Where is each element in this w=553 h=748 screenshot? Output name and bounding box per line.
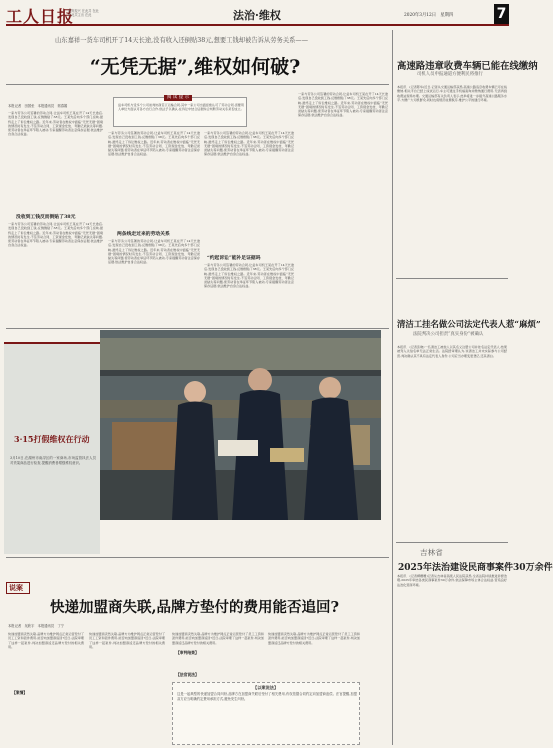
sidebar-divider-1 [396, 278, 508, 279]
shuojia-body-col4: 快递加盟商突然失联,品牌方为维护网点正常运营垫付了员工工资和派件费用,能否向加盟商追回?近日,法院审理了这样一起案件,判决加盟商返还品牌方垫付的相关费用。 [268, 632, 360, 645]
lead-body-col4: 一家与劳务公司签署的劳动合同,让货车司机王某在开了14天长途后,发现自己没收到工钱,反倒倒贴了38元。王某先后向多个部门反映,最终走上了诉讼维权之路。近年来,劳动者在维权中面临“无凭无据”困境的情况时有发生,不签劳动合同、工资现金发放、考勤记录缺失等问题,使劳动者在举证环节陷入被动,专家提醒劳动者注意保存证据,依法维护自身合法权益。 [298, 92, 388, 118]
sidebar-top-headline: 高速路违章收费车辆已能在线缴纳 [397, 61, 538, 72]
reading-tip-text: 货车司机与受多个公司谈判协商签订运输合同,其中一家公司出面拒绝认可了劳动合同,需要用人单位方面认可各方自行合作,依法予以确认,在诉讼中结合证据综合判断劳动关系是否成立。 [118, 103, 244, 112]
sidebar-top-subhead: 司机人员申报通道方便利民将推行 [417, 72, 483, 77]
lead-headline: “无凭无据”,维权如何破? [89, 56, 301, 78]
lead-subhead-2: 两条线走过来的劳动关系 [117, 231, 170, 237]
sidebar-mid-body: 本报讯 (记者张晓)一名清洁工被他人以其名义注册公司并挂名法定代表人,结果被列入失信名单无法正常生活。法院经审理认为,该清洁工并未实际参与公司经营,判决确认其不具有法定代表人身份,公司应当办理变更登记,还其清白。 [397, 345, 507, 358]
photo-caption-text: 3月10日,在湖州市南浔区的一家商场,市场监管执法人员对货架商品进行检查,提醒消费者增强维权意识。 [10, 456, 96, 465]
sidebar-mid-subhead: 法院判决公司担责“真实身份”被确认 [413, 332, 484, 337]
sidebar-bottom-body: 本报讯 (记者柳姗姗)记者从吉林省高级人民法院获悉,全省法院持续推进诉源治理,2025年审结各类民商事案件30万余件,依法保障市场主体合法权益,营造良好法治化营商环境。 [397, 574, 507, 587]
reading-tip-label: 阅 读 提 示 [164, 95, 192, 101]
sidebar-top-body: 本报讯 (记者陈华)近日,记者从交通运输部获悉,高速公路违章收费车辆已可在线缴纳,相关平台已经上线试运行,车主可通过手机端查询并缴纳通行费用,无需再到收费站现场办理。交通运输部有关负责人表示,此举将进一步提升高速公路服务水平,方便广大司机群众,同时也将规范收费秩序,维护公平的通行环境。 [397, 85, 507, 102]
photo-divider [6, 328, 389, 329]
lead-body-col1b: 一家与劳务公司签署的劳动合同,让货车司机王某在开了14天长途后,发现自己没收到工钱,反倒倒贴了38元。王某先后向多个部门反映,最终走上了诉讼维权之路。近年来,劳动者在维权中面临“无凭无据”困境的情况时有发生,不签劳动合同、工资现金发放、考勤记录缺失等问题,使劳动者在举证环节陷入被动,专家提醒劳动者注意保存证据,依法维护自身合法权益。 [8, 222, 103, 248]
lead-body-col1: 一家与劳务公司签署的劳动合同,让货车司机王某在开了14天长途后,发现自己没收到工钱,反倒倒贴了38元。王某先后向多个部门反映,最终走上了诉讼维权之路。近年来,劳动者在维权中面临“无凭无据”困境的情况时有发生,不签劳动合同、工资现金发放、考勤记录缺失等问题,使劳动者在举证环节陷入被动,专家提醒劳动者注意保存证据,依法维护自身合法权益。 [8, 111, 103, 137]
shuojia-byline: 本报记者 吴欣宇 本报通讯员 丁宁 [8, 624, 65, 628]
lead-kicker: 山东嘉祥一货车司机开了14天长途,没有收入还倒贴38元,想要工钱却被告诉从劳务关系—— [55, 37, 309, 44]
case-commentary-box [172, 682, 360, 745]
shuojia-headline: 快递加盟商失联,品牌方垫付的费用能否追回? [50, 599, 340, 616]
shuojia-divider [6, 557, 389, 558]
headline-divider [6, 84, 389, 85]
logo-subtext: 教育振兴 在此共 在此 在此共主出 在此 [68, 9, 99, 17]
news-photo [100, 330, 381, 520]
column-divider-right [392, 30, 393, 745]
publication-date: 2020年3月12日 星期四 [404, 13, 454, 18]
photo-caption-box [4, 342, 100, 554]
section-title: 法治·维权 [233, 9, 281, 22]
sidebar-bottom-headline: 2025年法治建设民商事案件30万余件 [398, 563, 553, 573]
shuojia-label: 说案 [9, 583, 23, 592]
masthead [6, 4, 509, 26]
shuojia-body-col1: 快递加盟商突然失联,品牌方为维护网点正常运营垫付了员工工资和派件费用,能否向加盟商追回?近日,法院审理了这样一起案件,判决加盟商返还品牌方垫付的相关费用。 [8, 632, 84, 649]
lead-body-col2: 一家与劳务公司签署的劳动合同,让货车司机王某在开了14天长途后,发现自己没收到工钱,反倒倒贴了38元。王某先后向多个部门反映,最终走上了诉讼维权之路。近年来,劳动者在维权中面临“无凭无据”困境的情况时有发生,不签劳动合同、工资现金发放、考勤记录缺失等问题,使劳动者在举证环节陷入被动,专家提醒劳动者注意保存证据,依法维护自身合法权益。 [108, 131, 200, 157]
shuojia-subhead-judge: 【法官说法】 [176, 672, 199, 677]
newspaper-logo: 工人日报 [6, 7, 75, 26]
sidebar-mid-headline: 清洁工挂名做公司法定代表人惹“麻烦” [397, 319, 541, 329]
shuojia-body-col3: 快递加盟商突然失联,品牌方为维护网点正常运营垫付了员工工资和派件费用,能否向加盟商追回?近日,法院审理了这样一起案件,判决加盟商返还品牌方垫付的相关费用。 [172, 632, 264, 645]
lead-subhead-3: “约起诉讼”能补足证据吗 [207, 255, 261, 261]
shuojia-body-col2: 快递加盟商突然失联,品牌方为维护网点正常运营垫付了员工工资和派件费用,能否向加盟商追回?近日,法院审理了这样一起案件,判决加盟商返还品牌方垫付的相关费用。 [89, 632, 165, 649]
shuojia-subhead-verdict: 【审判结果】 [176, 650, 199, 655]
sidebar-divider-2 [396, 542, 508, 543]
case-commentary-title: 【以案说法】 [253, 685, 279, 690]
lead-body-col3: 一家与劳务公司签署的劳动合同,让货车司机王某在开了14天长途后,发现自己没收到工钱,反倒倒贴了38元。王某先后向多个部门反映,最终走上了诉讼维权之路。近年来,劳动者在维权中面临“无凭无据”困境的情况时有发生,不签劳动合同、工资现金发放、考勤记录缺失等问题,使劳动者在举证环节陷入被动,专家提醒劳动者注意保存证据,依法维护自身合法权益。 [204, 131, 294, 157]
case-commentary-text: 这是一起典型的快递加盟合同纠纷,品牌方在加盟商失联后垫付了相关费用,有权依据合同约定向加盟商追偿。法官提醒,加盟双方应当明确约定费用承担方式,避免发生纠纷。 [177, 692, 357, 701]
reading-tip-box [113, 97, 247, 127]
lead-body-col3b: 一家与劳务公司签署的劳动合同,让货车司机王某在开了14天长途后,发现自己没收到工钱,反倒倒贴了38元。王某先后向多个部门反映,最终走上了诉讼维权之路。近年来,劳动者在维权中面临“无凭无据”困境的情况时有发生,不签劳动合同、工资现金发放、考勤记录缺失等问题,使劳动者在举证环节陷入被动,专家提醒劳动者注意保存证据,依法维护自身合法权益。 [204, 263, 294, 289]
lead-body-col2b: 一家与劳务公司签署的劳动合同,让货车司机王某在开了14天长途后,发现自己没收到工钱,反倒倒贴了38元。王某先后向多个部门反映,最终走上了诉讼维权之路。近年来,劳动者在维权中面临“无凭无据”困境的情况时有发生,不签劳动合同、工资现金发放、考勤记录缺失等问题,使劳动者在举证环节陷入被动,专家提醒劳动者注意保存证据,依法维护自身合法权益。 [108, 239, 200, 265]
photo-illustration [100, 330, 381, 520]
photo-caption-headline: 3·15打假维权在行动 [14, 434, 90, 444]
lead-byline: 本报记者 田国垒 本报通讯员 郭春娟 [8, 104, 68, 108]
shuojia-subhead-case: 【案情】 [12, 690, 28, 695]
sidebar-bottom-kicker: 吉林省 [420, 548, 443, 557]
lead-subhead-1: 没收到工钱反而倒贴了38元 [16, 214, 76, 220]
page-number: 7 [494, 4, 509, 24]
